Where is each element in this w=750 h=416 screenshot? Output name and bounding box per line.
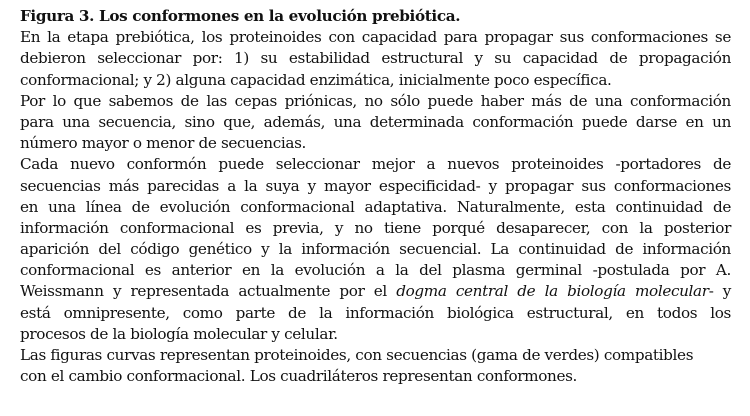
text-line: aparición del código genético y la información secuencial. La continuidad de información	[20, 240, 731, 259]
text-line: debieron seleccionar por: 1) su estabilidad estructural y su capacidad de propagación	[20, 49, 731, 68]
text-segment: - y	[708, 282, 732, 301]
text-line: conformacional es anterior en la evolución a la del plasma germinal -postulada por A.	[20, 261, 731, 280]
paragraph-4	[20, 345, 731, 387]
figure-title: Figura 3. Los conformones en la evolución prebiótica.	[20, 7, 461, 25]
text-line: con el cambio conformacional. Los cuadriláteros representan conformones.	[20, 367, 578, 386]
text-line: procesos de la biología molecular y celular.	[20, 324, 338, 343]
paragraph-2	[20, 91, 731, 155]
paragraph-1	[20, 27, 731, 91]
paragraph-3	[20, 154, 731, 345]
text-line: Cada nuevo conformón puede seleccionar mejor a nuevos proteinoides -portadores de	[20, 155, 731, 174]
text-line: Las figuras curvas representan proteinoides, con secuencias (gama de verdes) compatibles	[20, 346, 694, 364]
text-line: número mayor o menor de secuencias.	[20, 134, 306, 153]
text-segment: Weissmann y representada actualmente por el	[20, 282, 397, 301]
text-line: para una secuencia, sino que, además, una determinada conformación puede darse en un	[20, 112, 731, 131]
text-line: secuencias más parecidas a la suya y mayor especificidad- y propagar sus conformaciones	[20, 176, 731, 195]
text-line: información conformacional es previa, y no tiene porqué desaparecer, con la posterior	[20, 218, 731, 237]
figure-caption	[20, 6, 731, 387]
text-line: En la etapa prebiótica, los proteinoides con capacidad para propagar sus conformaciones se	[20, 28, 731, 47]
italic-term: dogma central de la biología molecular	[396, 282, 709, 301]
text-line: conformacional; y 2) alguna capacidad enzimática, inicialmente poco específica.	[20, 70, 612, 89]
text-line-with-italic	[20, 281, 731, 302]
text-line: Por lo que sabemos de las cepas priónicas, no sólo puede haber más de una conformación	[20, 91, 731, 110]
text-line: en una línea de evolución conformacional adaptativa. Naturalmente, esta continuidad de	[20, 197, 731, 216]
text-line: está omnipresente, como parte de la información biológica estructural, en todos los	[20, 303, 731, 322]
